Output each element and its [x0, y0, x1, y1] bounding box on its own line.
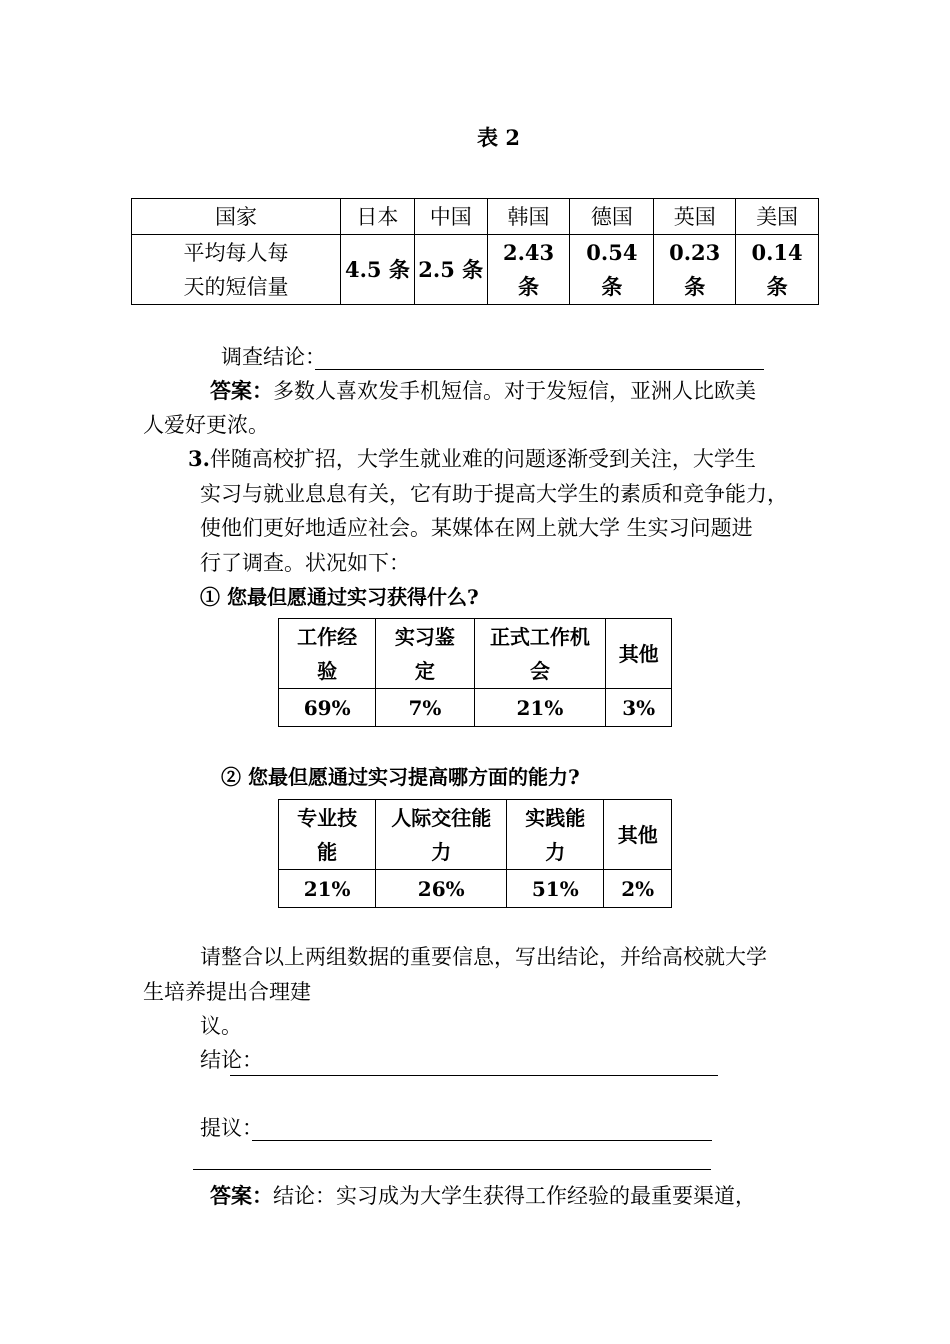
header-korea: 韩国	[487, 199, 570, 235]
survey-table-1	[278, 618, 672, 727]
header-germany: 德国	[570, 199, 654, 235]
conclusion-label: 结论：	[200, 1048, 263, 1072]
s1-value-job-chance: 21%	[474, 689, 606, 727]
task-line2: 生培养提出合理建	[143, 980, 311, 1004]
header-japan: 日本	[341, 199, 415, 235]
question-3-line3: 使他们更好地适应社会。某媒体在网上就大学 生实习问题进	[200, 516, 753, 540]
s2-header-practice: 实践能 力	[507, 800, 604, 870]
question-3-line4: 行了调查。状况如下：	[200, 551, 410, 575]
header-china: 中国	[414, 199, 487, 235]
survey-question-1: ① 您最但愿通过实习获得什么?	[200, 585, 479, 609]
value-usa: 0.14 条	[736, 235, 819, 305]
conclusion-blank-line	[315, 369, 764, 370]
s2-value-social: 26%	[376, 870, 507, 908]
s2-value-other: 2%	[604, 870, 672, 908]
suggestion-answer-line	[252, 1140, 712, 1141]
task-line1: 请整合以上两组数据的重要信息，写出结论，并给高校就大学	[200, 945, 767, 969]
value-japan: 4.5 条	[341, 235, 415, 305]
s2-value-practice: 51%	[507, 870, 604, 908]
s1-value-experience: 69%	[279, 689, 376, 727]
s1-header-experience: 工作经 验	[279, 619, 376, 689]
s2-value-skills: 21%	[279, 870, 376, 908]
sms-table	[131, 198, 819, 305]
s2-header-skills: 专业技 能	[279, 800, 376, 870]
task-line3: 议。	[200, 1014, 242, 1038]
survey-table-2	[278, 799, 672, 908]
s1-header-other: 其他	[606, 619, 672, 689]
survey-conclusion-label: 调查结论：	[221, 345, 326, 369]
conclusion-answer-line	[230, 1075, 718, 1076]
survey-question-2: ② 您最但愿通过实习提高哪方面的能力?	[221, 765, 580, 789]
answer-1-line2: 人爱好更浓。	[143, 413, 269, 437]
question-3-line1: 3.伴随高校扩招，大学生就业难的问题逐渐受到关注，大学生	[188, 446, 756, 471]
value-germany: 0.54 条	[570, 235, 654, 305]
s1-header-appraisal: 实习鉴 定	[376, 619, 474, 689]
suggestion-answer-line-2	[193, 1169, 711, 1170]
s1-value-other: 3%	[606, 689, 672, 727]
header-usa: 美国	[736, 199, 819, 235]
header-uk: 英国	[654, 199, 736, 235]
suggestion-label: 提议：	[200, 1116, 263, 1140]
value-korea: 2.43 条	[487, 235, 570, 305]
header-country: 国家	[132, 199, 341, 235]
s2-header-other: 其他	[604, 800, 672, 870]
value-uk: 0.23 条	[654, 235, 736, 305]
s2-header-social: 人际交往能 力	[376, 800, 507, 870]
answer-2: 答案：结论：实习成为大学生获得工作经验的最重要渠道，	[210, 1183, 756, 1208]
table-title: 表 2	[477, 125, 520, 150]
s1-header-job-chance: 正式工作机 会	[474, 619, 606, 689]
value-china: 2.5 条	[414, 235, 487, 305]
answer-1-line1: 答案：多数人喜欢发手机短信。对于发短信，亚洲人比欧美	[210, 378, 756, 403]
question-3-line2: 实习与就业息息有关，它有助于提高大学生的素质和竞争能力，	[200, 482, 788, 506]
row-label: 平均每人每 天的短信量	[132, 235, 341, 305]
s1-value-appraisal: 7%	[376, 689, 474, 727]
